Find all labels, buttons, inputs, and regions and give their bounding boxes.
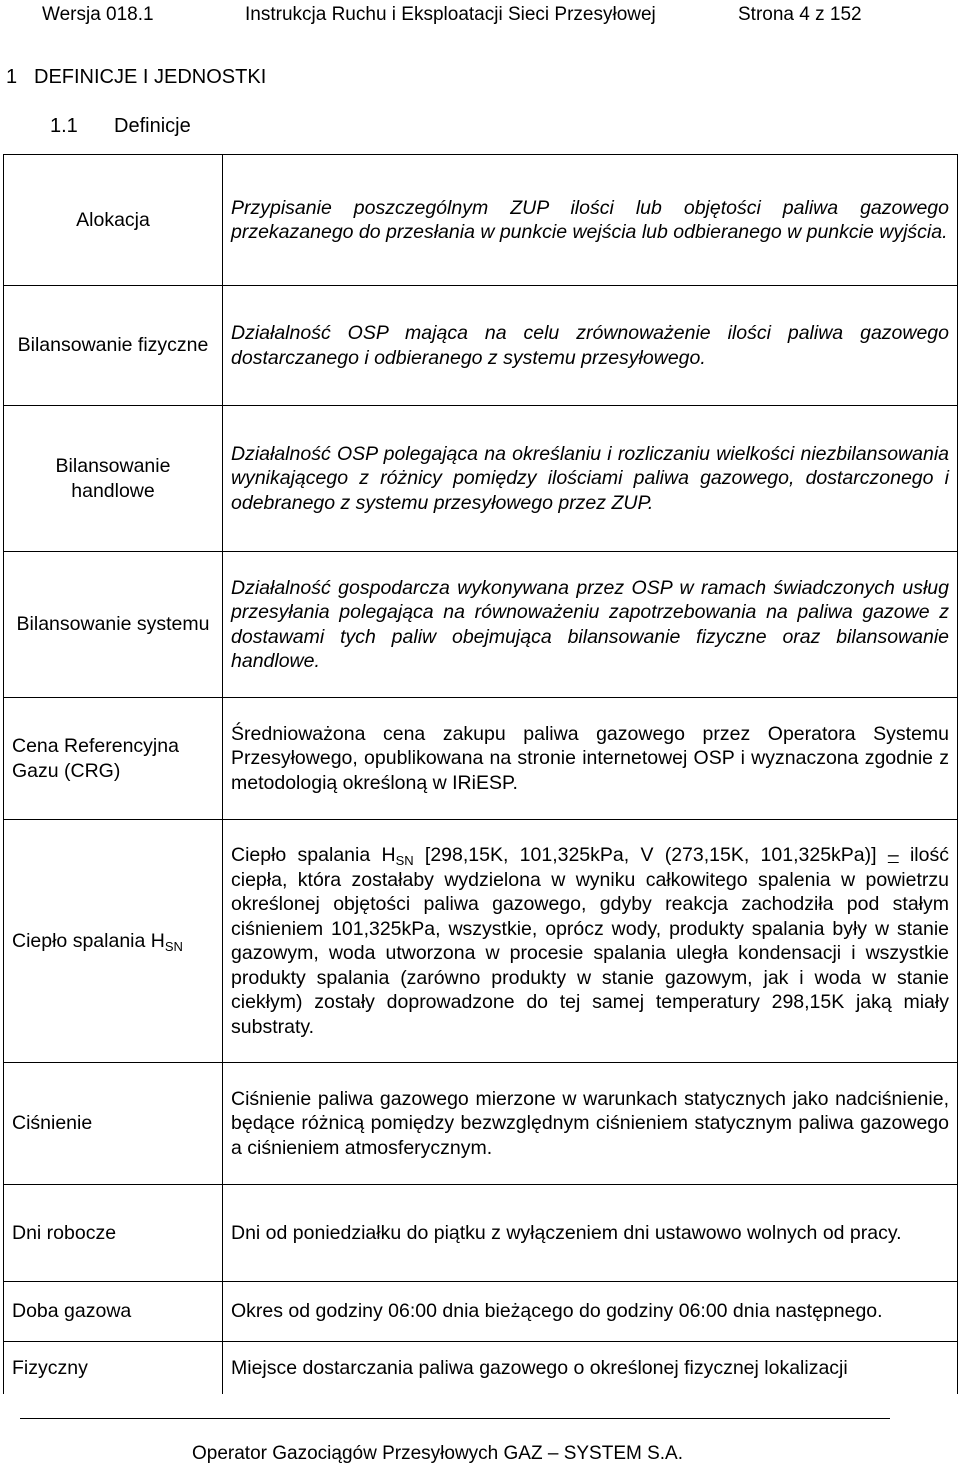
definition-text: Przypisanie poszczególnym ZUP ilości lub objętości paliwa gazowego przekazanego do przesłania w punkcie wejścia lub odbieranego w punkcie wyjścia. [223,155,958,286]
definition-row [4,1063,958,1185]
definition-row [4,820,958,1063]
term-subscript: SN [164,938,183,954]
definition-row [4,286,958,406]
definition-row [4,406,958,552]
subsection-heading [50,115,191,138]
page-footer: Operator Gazociągów Przesyłowych GAZ – SYSTEM S.A. [192,1443,684,1464]
definition-text: Działalność OSP mająca na celu zrównoważenie ilości paliwa gazowego dostarczanego i odbieranego z systemu przesyłowego. [223,286,958,406]
definition-dash: – [887,844,899,866]
definition-text: Działalność OSP polegająca na określaniu i rozliczaniu wielkości niezbilansowania wynikającego z różnicy pomiędzy ilościami paliwa gazowego, dostarczonego i odebranego z systemu przesyłowego przez ZUP. [223,406,958,552]
definition-term: Bilansowanie systemu [4,552,223,698]
definition-text: Średnioważona cena zakupu paliwa gazowego przez Operatora Systemu Przesyłowego, opublikowana na stronie internetowej OSP i wyznaczona zgodnie z metodologią określoną w IRiESP. [223,698,958,820]
subsection-title: Definicje [114,115,191,137]
section-number: 1 [6,66,18,88]
definition-text [223,820,958,1063]
definition-text: Działalność gospodarcza wykonywana przez OSP w ramach świadczonych usług przesyłania polegająca na równoważeniu zapotrzebowania na paliwa gazowe z dostawami tych paliw obejmująca bilansowanie fizyczne oraz bilansowanie handlowe. [223,552,958,698]
definition-term: Ciśnienie [4,1063,223,1185]
definition-term [4,820,223,1063]
definition-row [4,698,958,820]
definition-prefix: Ciepło spalania H [231,844,396,866]
definition-text: Okres od godziny 06:00 dnia bieżącego do godziny 06:00 dnia następnego. [223,1282,958,1342]
page-header [0,0,960,30]
definition-text: Miejsce dostarczania paliwa gazowego o określonej fizycznej lokalizacji [223,1342,958,1394]
definition-row [4,1185,958,1282]
definition-term: Fizyczny [4,1342,223,1394]
term-prefix: Ciepło spalania H [12,929,165,952]
section-heading [6,66,266,89]
document-version: Wersja 018.1 [42,4,154,25]
document-title: Instrukcja Ruchu i Eksploatacji Sieci Przesyłowej [245,4,656,25]
definition-term: Cena Referencyjna Gazu (CRG) [4,698,223,820]
definition-term: Doba gazowa [4,1282,223,1342]
definition-row [4,1342,958,1394]
definition-row [4,155,958,286]
definition-conditions: [298,15K, 101,325kPa, V (273,15K, 101,325kPa)] [413,844,888,866]
definition-row [4,552,958,698]
footer-divider [20,1418,890,1419]
section-title: DEFINICJE I JEDNOSTKI [34,66,267,88]
definition-term: Bilansowanie fizyczne [4,286,223,406]
definition-row [4,1282,958,1342]
definition-rest: ilość ciepła, która zostałaby wydzielona w wyniku całkowitego spalenia w powietrzu określonej objętości paliwa gazowego, gdyby reakcja zachodziła pod stałym ciśnieniem 101,325kPa, wszystkie, oprócz wody, produkty spalania były w stanie gazowym, woda utworzona w procesie spalania uległa kondensacji i wszystkie produkty spalania (zarówno produkty w stanie gazowym, jak i woda w stanie ciekłym) zostały doprowadzone do tej samej temperatury 298,15K jaką miały substraty. [231,844,949,1038]
definition-text: Dni od poniedziałku do piątku z wyłączeniem dni ustawowo wolnych od pracy. [223,1185,958,1282]
definition-term: Alokacja [4,155,223,286]
definition-term: Bilansowanie handlowe [4,406,223,552]
definition-subscript: SN [395,853,414,868]
subsection-number: 1.1 [50,115,78,137]
definition-text: Ciśnienie paliwa gazowego mierzone w warunkach statycznych jako nadciśnienie, będące różnicą pomiędzy bezwzględnym ciśnieniem statycznym paliwa gazowego a ciśnieniem atmosferycznym. [223,1063,958,1185]
page-number: Strona 4 z 152 [738,4,862,25]
definitions-table [3,154,958,1394]
definition-term: Dni robocze [4,1185,223,1282]
